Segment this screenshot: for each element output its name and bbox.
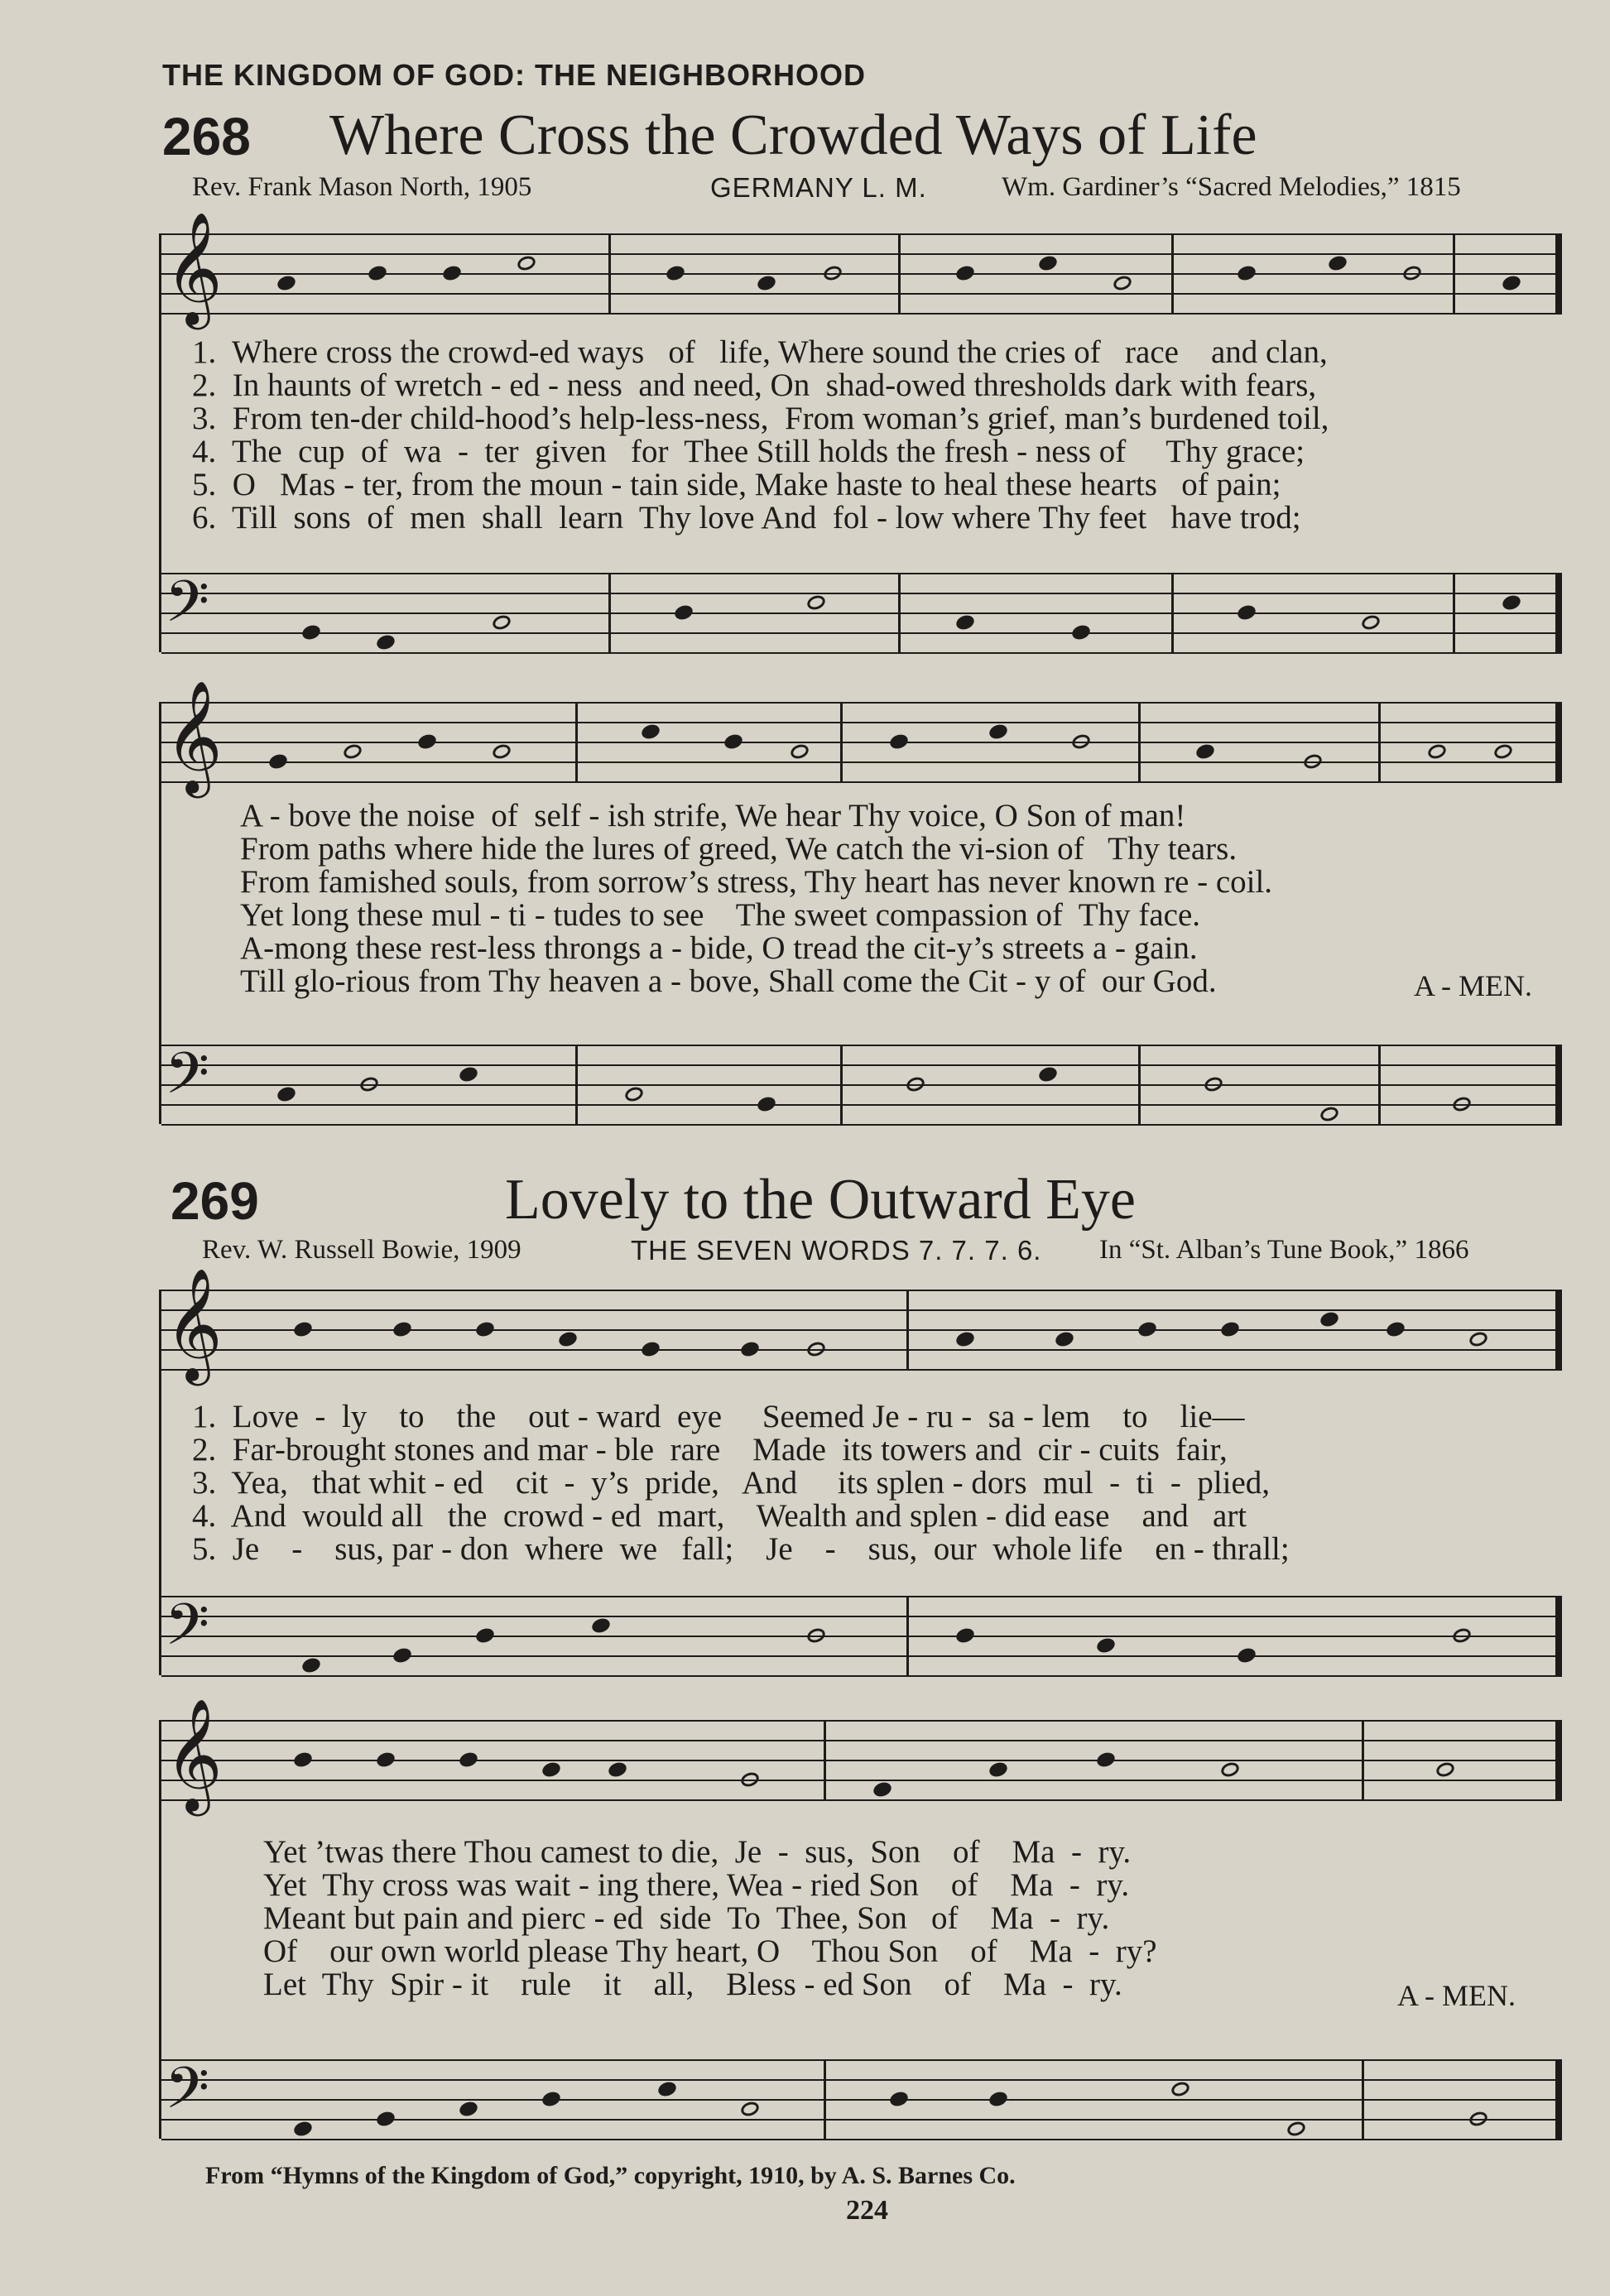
note (1401, 264, 1423, 283)
hymn-268-tune: GERMANY L. M. (710, 172, 927, 203)
note (276, 1085, 297, 1104)
note (1194, 742, 1216, 761)
note (1112, 274, 1133, 293)
treble-clef-icon: 𝄞 (165, 1266, 223, 1381)
verse-line: Of our own world please Thy heart, O Thou Son of Ma - ry? (263, 1933, 1157, 1969)
note (292, 1320, 314, 1339)
page-number: 224 (846, 2195, 888, 2226)
hymn-269-bass-staff-2 (161, 2054, 1562, 2139)
note (541, 1760, 562, 1780)
note (458, 1751, 479, 1770)
hymn-269-title: Lovely to the Outward Eye (505, 1168, 1137, 1232)
hymn-268-source: Wm. Gardiner’s “Sacred Melodies,” 1815 (1002, 172, 1461, 202)
note (623, 1085, 645, 1104)
hymn-269-bass-staff-1 (161, 1591, 1562, 1675)
hymn-268-treble-staff-2 (161, 679, 1562, 793)
note (491, 613, 512, 632)
copyright-note: From “Hymns of the Kingdom of God,” copyright, 1910, by A. S. Barnes Co. (205, 2162, 1016, 2189)
note (1501, 593, 1522, 612)
bass-clef-icon: 𝄢 (165, 2054, 210, 2135)
verse-line: From famished souls, from sorrow’s stress, Thy heart has never known re - coil. (240, 864, 1273, 900)
note (756, 1095, 777, 1114)
note (789, 742, 810, 761)
hymn-268-title: Where Cross the Crowded Ways of Life (329, 103, 1257, 167)
note (292, 2120, 314, 2139)
note (1501, 274, 1522, 293)
note (723, 733, 744, 752)
bass-clef-icon: 𝄢 (165, 568, 210, 649)
note (872, 1780, 893, 1799)
bass-clef-icon: 𝄢 (165, 1040, 210, 1121)
note (1070, 733, 1092, 752)
verse-line: 6. Till sons of men shall learn Thy love And fol - low where Thy feet have trod; (192, 500, 1301, 536)
note (392, 1646, 413, 1665)
hymn-268-amen: A - MEN. (1414, 969, 1532, 1002)
hymn-268-author: Rev. Frank Mason North, 1905 (192, 172, 532, 202)
verse-line: 1. Love - ly to the out - ward eye Seemed Je - ru - sa - lem to lie— (192, 1399, 1245, 1434)
note (458, 2100, 479, 2119)
hymn-269-amen: A - MEN. (1397, 1979, 1516, 2012)
hymn-268-bass-staff-2 (161, 1040, 1562, 1124)
note (367, 264, 388, 283)
note (1054, 1330, 1075, 1349)
hymn-269-source: In “St. Alban’s Tune Book,” 1866 (1099, 1235, 1469, 1265)
note (300, 1656, 322, 1675)
system-bracket (159, 1720, 161, 2139)
verse-line: Meant but pain and pierc - ed side To Thee, Son of Ma - ry. (263, 1900, 1110, 1936)
verse-line: A-mong these rest-less throngs a - bide, O tread the cit-y’s streets a - gain. (240, 930, 1198, 966)
verse-line: 2. In haunts of wretch - ed - ness and need, On shad-owed thresholds dark with fears, (192, 367, 1317, 403)
note (1236, 1646, 1257, 1665)
note (954, 613, 976, 632)
note (640, 1340, 661, 1359)
note (1327, 254, 1348, 273)
note (822, 264, 843, 283)
note (756, 274, 777, 293)
note (1302, 752, 1324, 771)
note (805, 593, 827, 612)
note (1037, 1065, 1059, 1084)
note (458, 1065, 479, 1084)
note (375, 2110, 396, 2129)
hymn-269-treble-staff-1 (161, 1266, 1562, 1381)
note (954, 1626, 976, 1645)
note (1319, 1310, 1340, 1329)
note (1170, 2080, 1191, 2099)
note (375, 1751, 396, 1770)
note (607, 1760, 628, 1780)
hymn-269-treble-staff-2 (161, 1697, 1562, 1811)
treble-clef-icon: 𝄞 (165, 679, 223, 793)
note (541, 2090, 562, 2109)
note (267, 752, 289, 771)
verse-line: 5. Je - sus, par - don where we fall; Je - sus, our whole life en - thrall; (192, 1531, 1290, 1567)
hymn-268-number: 268 (162, 107, 251, 166)
note (905, 1075, 926, 1094)
note (590, 1616, 612, 1636)
note (1236, 264, 1257, 283)
note (1385, 1320, 1406, 1339)
note (988, 1760, 1009, 1780)
hymn-268-bass-staff-1 (161, 568, 1562, 652)
note (739, 2100, 761, 2119)
note (988, 723, 1009, 742)
note (1095, 1636, 1117, 1655)
treble-clef-icon: 𝄞 (165, 210, 223, 324)
note (1319, 1105, 1340, 1124)
note (805, 1340, 827, 1359)
note (954, 264, 976, 283)
hymn-269-verses-part-1 (192, 1400, 1290, 1566)
note (300, 623, 322, 642)
verse-line: A - bove the noise of self - ish strife, We hear Thy voice, O Son of man! (240, 798, 1186, 833)
note (1070, 623, 1092, 642)
verse-line: 4. The cup of wa - ter given for Thee Still holds the fresh - ness of Thy grace; (192, 434, 1305, 469)
note (491, 742, 512, 761)
note (1451, 1626, 1473, 1645)
note (1137, 1320, 1158, 1339)
note (474, 1320, 496, 1339)
note (276, 274, 297, 293)
note (1236, 603, 1257, 622)
note (516, 254, 537, 273)
note (416, 733, 438, 752)
verse-line: 4. And would all the crowd - ed mart, Wealth and splen - did ease and art (192, 1498, 1247, 1534)
note (1360, 613, 1382, 632)
verse-line: Yet long these mul - ti - tudes to see The sweet compassion of Thy face. (240, 897, 1201, 933)
verse-line: 3. From ten-der child-hood’s help-less-ness, From woman’s grief, man’s burdened toil, (192, 401, 1329, 436)
note (358, 1075, 380, 1094)
note (988, 2090, 1009, 2109)
hymn-269-author: Rev. W. Russell Bowie, 1909 (202, 1235, 521, 1265)
system-bracket (159, 702, 161, 1124)
note (1492, 742, 1514, 761)
note (557, 1330, 579, 1349)
note (954, 1330, 976, 1349)
verse-line: Yet ’twas there Thou camest to die, Je - sus, Son of Ma - ry. (263, 1834, 1132, 1870)
note (474, 1626, 496, 1645)
treble-clef-icon: 𝄞 (165, 1697, 223, 1811)
note (1468, 2110, 1489, 2129)
verse-line: 2. Far-brought stones and mar - ble rare Made its towers and cir - cuits fair, (192, 1432, 1228, 1467)
bass-clef-icon: 𝄢 (165, 1591, 210, 1672)
note (342, 742, 363, 761)
note (392, 1320, 413, 1339)
note (673, 603, 694, 622)
note (1095, 1751, 1117, 1770)
note (292, 1751, 314, 1770)
hymn-268-verses-part-2 (240, 800, 1272, 998)
note (665, 264, 686, 283)
verse-line: From paths where hide the lures of greed, We catch the vi-sion of Thy tears. (240, 831, 1238, 867)
note (1037, 254, 1059, 273)
note (375, 633, 396, 652)
note (805, 1626, 827, 1645)
verse-line: 3. Yea, that whit - ed cit - y’s pride, And its splen - dors mul - ti - plied, (192, 1465, 1271, 1501)
verse-line: Let Thy Spir - it rule it all, Bless - ed Son of Ma - ry. (263, 1967, 1122, 2002)
hymn-268-treble-staff-1 (161, 210, 1562, 324)
note (640, 723, 661, 742)
running-head: THE KINGDOM OF GOD: THE NEIGHBORHOOD (162, 58, 866, 92)
note (1468, 1330, 1489, 1349)
verse-line: 1. Where cross the crowd-ed ways of life, Where sound the cries of race and clan, (192, 334, 1328, 370)
note (441, 264, 463, 283)
note (1451, 1095, 1473, 1114)
note (1286, 2120, 1307, 2139)
verse-line: 5. O Mas - ter, from the moun - tain side, Make haste to heal these hearts of pain; (192, 467, 1281, 502)
note (1219, 1760, 1241, 1780)
hymn-269-number: 269 (171, 1171, 259, 1231)
hymn-268-verses-part-1 (192, 336, 1329, 535)
note (1426, 742, 1448, 761)
note (656, 2080, 678, 2099)
note (1435, 1760, 1456, 1780)
note (739, 1770, 761, 1789)
note (1203, 1075, 1224, 1094)
hymn-269-verses-part-2 (263, 1836, 1157, 2001)
hymn-269-tune: THE SEVEN WORDS 7. 7. 7. 6. (631, 1235, 1042, 1266)
note (1219, 1320, 1241, 1339)
system-bracket (159, 1290, 161, 1675)
note (888, 2090, 910, 2109)
note (888, 733, 910, 752)
verse-line: Till glo-rious from Thy heaven a - bove, Shall come the Cit - y of our God. (240, 963, 1217, 999)
system-bracket (159, 233, 161, 652)
note (739, 1340, 761, 1359)
verse-line: Yet Thy cross was wait - ing there, Wea - ried Son of Ma - ry. (263, 1867, 1130, 1903)
